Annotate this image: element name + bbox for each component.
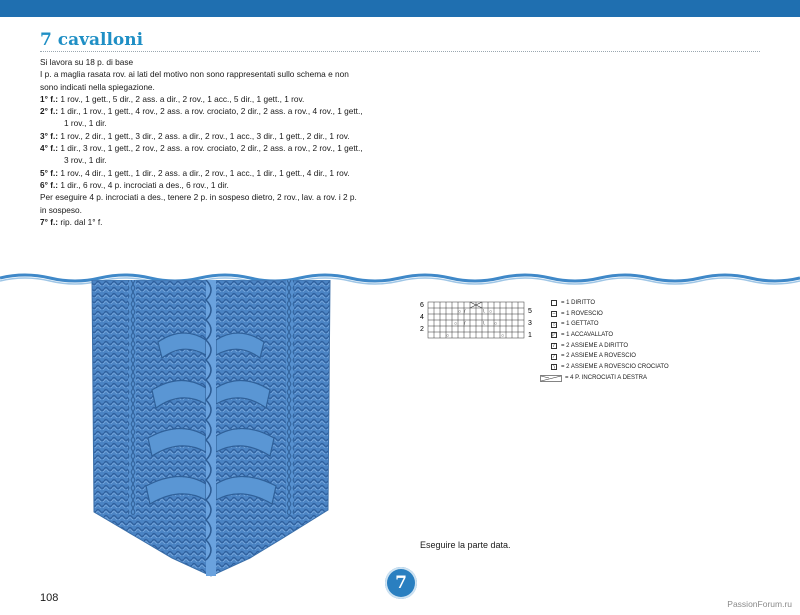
legend-item: ∖ = 2 ASSIEME A ROVESCIO CROCIATO bbox=[552, 364, 669, 371]
watermark: PassionForum.ru bbox=[727, 599, 792, 609]
row-label: 7° f.: bbox=[40, 216, 59, 227]
row-instruction bbox=[40, 93, 400, 105]
cross-note: Per eseguire 4 p. incrociati a des., tenere 2 p. in sospeso dietro, 2 rov., lav. a rov. i 2 p. bbox=[40, 192, 357, 203]
chart-row-number: 3 bbox=[528, 320, 532, 327]
row-text: 1 dir., 1 rov., 1 gett., 4 rov., 2 ass. a rov. crociato, 2 dir., 2 ass. a rov., 4 rov., 1 gett., bbox=[60, 106, 363, 117]
k2tog-icon: / bbox=[551, 343, 557, 349]
p2tog-icon: ⁄ bbox=[551, 354, 557, 360]
row-text-continued: 1 rov., 1 dir. bbox=[64, 118, 107, 129]
row-instruction bbox=[40, 167, 400, 179]
page-title: 7 cavalloni bbox=[40, 30, 144, 50]
cable-right-icon bbox=[540, 375, 562, 382]
svg-text:○: ○ bbox=[501, 333, 505, 339]
row-text: 1 dir., 3 rov., 1 gett., 2 rov., 2 ass. a rov. crociato, 2 dir., 2 ass. a rov., 2 rov., 1 gett., bbox=[60, 143, 363, 154]
svg-text:○: ○ bbox=[489, 309, 493, 315]
top-color-bar bbox=[0, 0, 800, 17]
row-text: 1 dir., 6 rov., 4 p. incrociati a des., 6 rov., 1 dir. bbox=[60, 179, 229, 190]
svg-text:\: \ bbox=[483, 321, 485, 327]
legend-item: – = 1 ROVESCIO bbox=[552, 310, 603, 318]
svg-text:/: / bbox=[464, 321, 466, 327]
row-text-continued: 3 rov., 1 dir. bbox=[64, 155, 107, 166]
svg-text:○: ○ bbox=[494, 321, 498, 327]
chart-row-number: 6 bbox=[420, 302, 424, 309]
legend-item: / = 2 ASSIEME A DIRITTO bbox=[551, 341, 669, 352]
row-label: 2° f.: bbox=[40, 106, 59, 117]
row-text: rip. dal 1° f. bbox=[60, 216, 103, 227]
purl-stitch-icon: – bbox=[552, 311, 556, 318]
svg-text:○: ○ bbox=[458, 309, 462, 315]
row-label: 3° f.: bbox=[40, 130, 59, 141]
row-instruction bbox=[40, 130, 400, 142]
legend-item: ◸ = 1 ACCAVALLATO bbox=[552, 332, 614, 339]
row-instruction bbox=[40, 179, 400, 191]
cross-note: in sospeso. bbox=[40, 204, 82, 215]
chart-row-number: 5 bbox=[528, 308, 532, 315]
knitting-chart bbox=[418, 298, 538, 344]
row-text: 1 rov., 4 dir., 1 gett., 1 dir., 2 ass. a dir., 2 rov., 1 acc., 1 dir., 1 gett., 4 dir., 1 rov. bbox=[60, 167, 350, 178]
chart-row-number: 2 bbox=[420, 326, 424, 333]
row-instruction bbox=[40, 105, 400, 117]
legend-item: = 4 P. INCROCIATI A DESTRA bbox=[551, 373, 669, 384]
legend-item: ⁄ = 2 ASSIEME A ROVESCIO bbox=[551, 351, 669, 362]
title-divider bbox=[40, 51, 760, 52]
chapter-badge: 7 bbox=[385, 567, 417, 599]
intro-line: Si lavora su 18 p. di base bbox=[40, 57, 134, 67]
svg-text:\: \ bbox=[483, 309, 485, 315]
row-label: 5° f.: bbox=[40, 167, 59, 178]
knitted-swatch-photo bbox=[88, 280, 334, 612]
row-label: 4° f.: bbox=[40, 143, 59, 154]
chart-legend bbox=[551, 298, 669, 384]
row-text: 1 rov., 2 dir., 1 gett., 3 dir., 2 ass. a dir., 2 rov., 1 acc., 3 dir., 1 gett., 2 dir., 1 rov. bbox=[60, 130, 350, 141]
svg-text:○: ○ bbox=[454, 321, 458, 327]
yarn-over-icon: ○ bbox=[552, 321, 556, 328]
intro-line: sono indicati nella spiegazione. bbox=[40, 81, 155, 92]
intro-line: I p. a maglia rasata rov. ai lati del motivo non sono rappresentati sullo schema e non bbox=[40, 69, 349, 80]
chart-row-number: 4 bbox=[420, 314, 424, 321]
p2tog-tbl-icon: ∖ bbox=[552, 364, 556, 371]
chart-row-number: 1 bbox=[528, 332, 532, 339]
row-instruction bbox=[40, 142, 400, 154]
row-label: 6° f.: bbox=[40, 179, 59, 190]
row-label: 1° f.: bbox=[40, 93, 59, 104]
legend-item: = 1 DIRITTO bbox=[551, 298, 669, 309]
row-instruction bbox=[40, 216, 400, 228]
row-text: 1 rov., 1 gett., 5 dir., 2 ass. a dir., 2 rov., 1 acc., 5 dir., 1 gett., 1 rov. bbox=[60, 93, 305, 104]
note-text: Eseguire la parte data. bbox=[420, 540, 511, 550]
knit-stitch-icon bbox=[551, 300, 557, 306]
legend-item: ○ = 1 GETTATO bbox=[552, 321, 599, 328]
slip-slip-knit-icon: ◸ bbox=[552, 332, 556, 339]
svg-text:○: ○ bbox=[446, 333, 450, 339]
instructions-text bbox=[40, 56, 400, 228]
page-number: 108 bbox=[40, 592, 59, 604]
svg-text:/: / bbox=[464, 309, 466, 315]
